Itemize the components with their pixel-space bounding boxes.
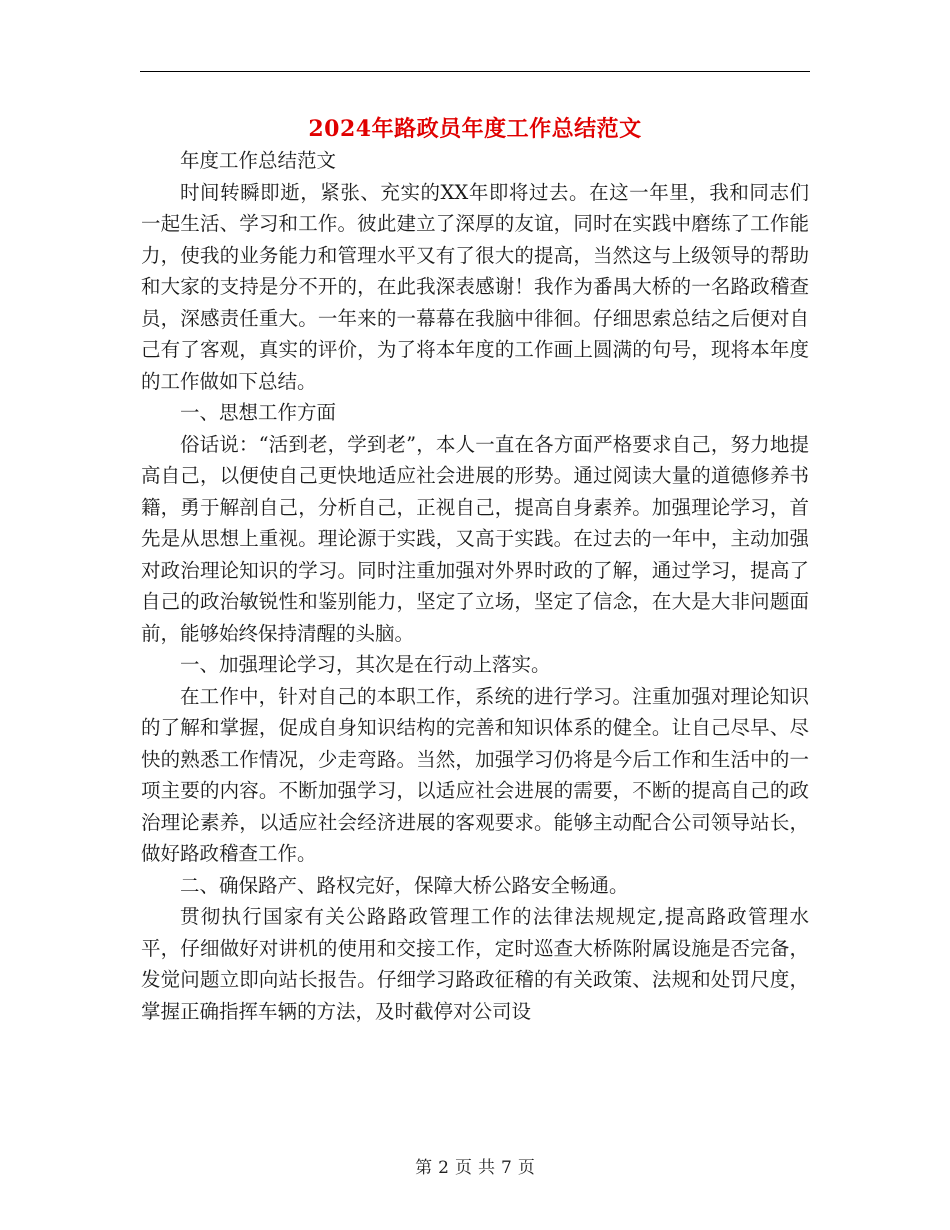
header-rule — [140, 71, 810, 72]
paragraph: 年度工作总结范文 — [180, 149, 337, 172]
section-heading: 一、思想工作方面 — [180, 401, 337, 424]
footer-total-pages: 7 — [501, 1158, 512, 1178]
document-title: 2024年路政员年度工作总结范文 — [308, 116, 642, 142]
section-heading: 二、确保路产、路权完好，保障大桥公路安全畅通。 — [180, 873, 629, 897]
footer-page-unit: 页 — [455, 1158, 472, 1178]
page-footer — [0, 1153, 950, 1178]
footer-page-word: 第 — [415, 1158, 433, 1178]
footer-total-unit: 页 — [517, 1158, 535, 1178]
paragraph: 时间转瞬即逝，紧张、充实的XX年即将过去。在这一年里，我和同志们一起生活、学习和工作。彼此建立了深厚的友谊，同时在实践中磨练了工作能力，使我的业务能力和管理水平又有了很大的提高，当然这与上级领导的帮助和大家的支持是分不开的，在此我深表感谢！我作为番禺大桥的一名路政稽查员，深感责任重大。一年来的一幕幕在我脑中徘徊。仔细思索总结之后便对自己有了客观，真实的评价，为了将本年度的工作画上圆满的句号，现将本年度的工作做如下总结。 — [141, 180, 809, 393]
paragraph: 贯彻执行国家有关公路路政管理工作的法律法规规定,提高路政管理水平，仔细做好对讲机的使用和交接工作，定时巡查大桥陈附属设施是否完备，发觉问题立即向站长报告。仔细学习路政征稽的有关政策、法规和处罚尺度，掌握正确指挥车辆的方法，及时截停对公司设 — [141, 905, 809, 1023]
paragraph: 在工作中，针对自己的本职工作，系统的进行学习。注重加强对理论知识的了解和掌握，促成自身知识结构的完善和知识体系的健全。让自己尽早、尽快的熟悉工作情况，少走弯路。当然，加强学习仍将是今后工作和生活中的一项主要的内容。不断加强学习，以适应社会进展的需要，不断的提高自己的政治理论素养，以适应社会经济进展的客观要求。能够主动配合公司领导站长，做好路政稽查工作。 — [141, 684, 809, 865]
footer-total-word: 共 — [478, 1158, 495, 1178]
footer-page-number: 2 — [438, 1158, 449, 1178]
section-heading: 一、加强理论学习，其次是在行动上落实。 — [180, 653, 551, 676]
document-body — [141, 145, 809, 1027]
paragraph: 俗话说：“活到老，学到老”，本人一直在各方面严格要求自己，努力地提高自己，以便使自己更快地适应社会进展的形势。通过阅读大量的道德修养书籍，勇于解剖自己，分析自己，正视自己，提高自身素养。加强理论学习，首先是从思想上重视。理论源于实践，又高于实践。在过去的一年中，主动加强对政治理论知识的学习。同时注重加强对外界时政的了解，通过学习，提高了自己的政治敏锐性和鉴别能力，坚定了立场，坚定了信念，在大是大非问题面前，能够始终保持清醒的头脑。 — [141, 432, 809, 645]
